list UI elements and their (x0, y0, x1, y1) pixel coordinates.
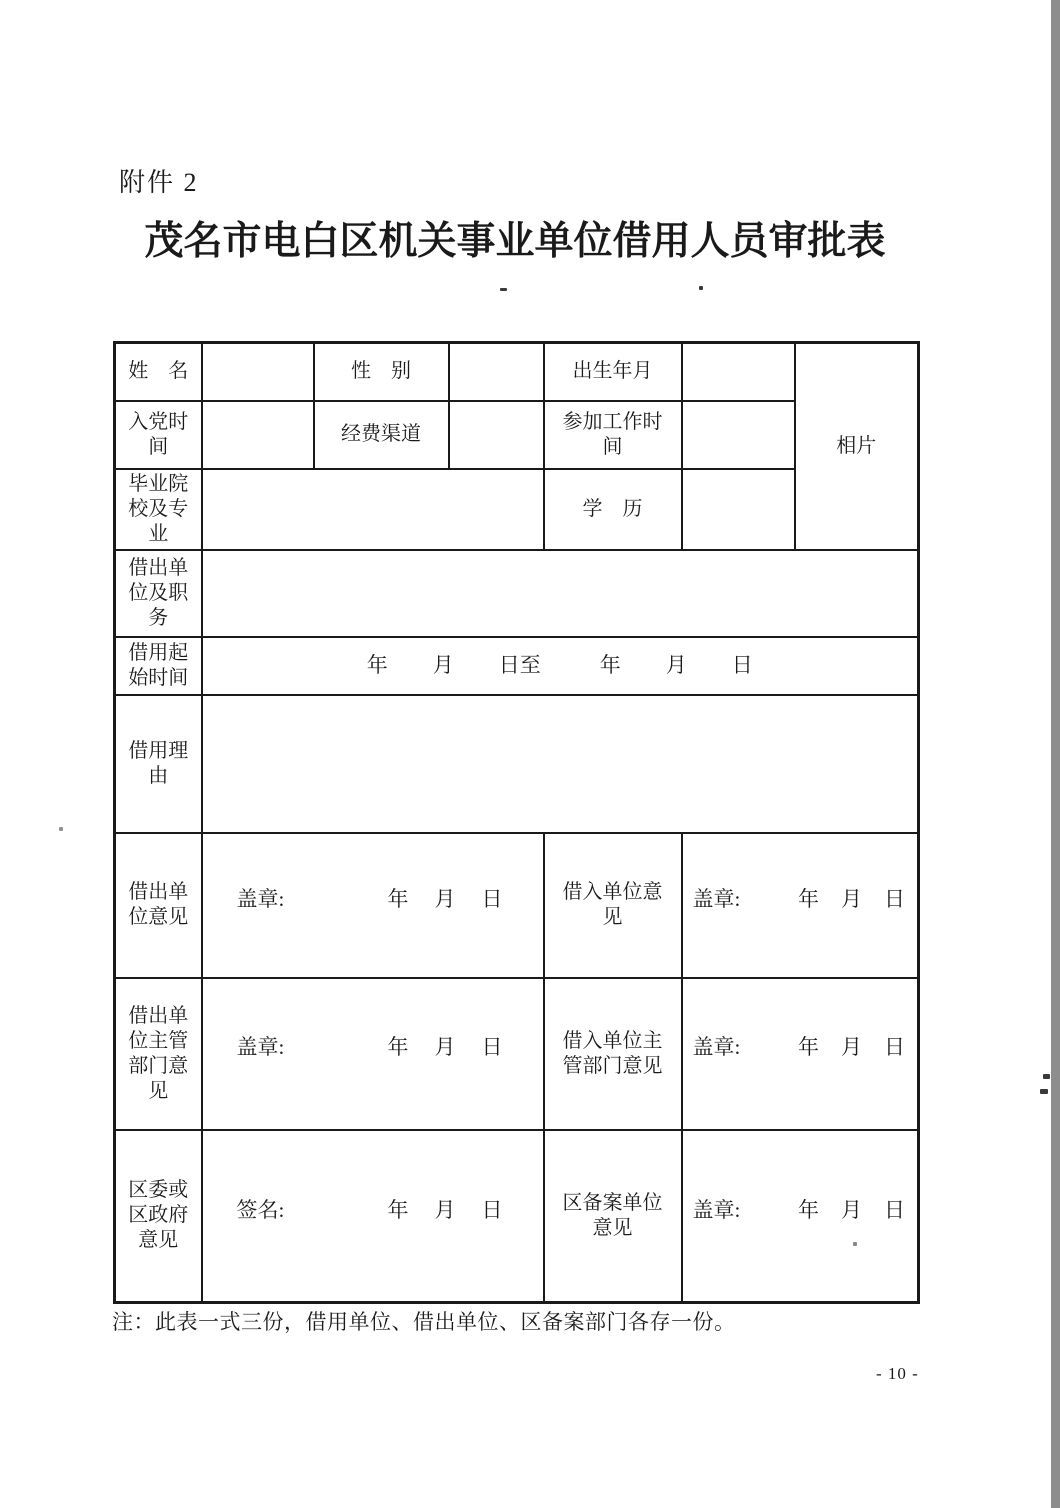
seal-label: 盖章: (236, 1035, 285, 1060)
scan-artifact (1043, 1074, 1050, 1079)
party-join-field-cell (202, 401, 314, 469)
scan-artifact (853, 1242, 857, 1246)
photo-cell: 相片 (795, 343, 919, 550)
date-blank: 年 月 日 (798, 1197, 905, 1222)
borrow-unit-opinion-cell (682, 833, 919, 978)
education-label: 学 历 (544, 469, 682, 550)
school-major-label: 毕业院校及专业 (115, 469, 202, 550)
borrow-reason-field-cell (202, 695, 919, 833)
page-number: - 10 - (876, 1364, 919, 1383)
date-blank: 年 月 日 (387, 1197, 503, 1222)
scan-artifact (699, 286, 703, 290)
date-blank: 年 月 日 (387, 886, 503, 911)
table-row (115, 343, 919, 401)
borrow-unit-opinion-label: 借入单位意见 (544, 833, 682, 978)
borrow-unit-dept-opinion-cell (682, 978, 919, 1130)
borrow-period-text: 年 月 日至 年 月 日 (366, 653, 753, 678)
date-blank: 年 月 日 (798, 1035, 905, 1060)
work-start-field-cell (682, 401, 795, 469)
date-blank: 年 月 日 (798, 886, 905, 911)
date-blank: 年 月 日 (387, 1035, 503, 1060)
scan-artifact (1040, 1089, 1048, 1094)
school-major-field-cell (202, 469, 544, 550)
footnote: 注：此表一式三份，借用单位、借出单位、区备案部门各存一份。 (112, 1310, 736, 1334)
approval-form-table (113, 341, 920, 1304)
seal-label: 盖章: (236, 886, 285, 911)
lend-unit-position-label: 借出单位及职务 (115, 550, 202, 637)
district-gov-opinion-cell (202, 1130, 544, 1303)
funding-channel-label: 经费渠道 (314, 401, 449, 469)
table-row (115, 1130, 919, 1303)
table-row (115, 833, 919, 978)
scan-artifact (500, 288, 507, 291)
birth-date-field-cell (682, 343, 795, 401)
borrow-period-cell (202, 637, 919, 695)
borrow-reason-label: 借用理由 (115, 695, 202, 833)
signature-label: 签名: (236, 1197, 285, 1222)
lend-unit-position-field-cell (202, 550, 919, 637)
district-filing-opinion-label: 区备案单位意见 (544, 1130, 682, 1303)
work-start-label: 参加工作时间 (544, 401, 682, 469)
scanner-edge-shadow (1051, 0, 1060, 1508)
lend-unit-dept-opinion-label: 借出单位主管部门意见 (115, 978, 202, 1130)
gender-label: 性 别 (314, 343, 449, 401)
name-label: 姓 名 (115, 343, 202, 401)
lend-unit-opinion-label: 借出单位意见 (115, 833, 202, 978)
borrow-unit-dept-opinion-label: 借入单位主管部门意见 (544, 978, 682, 1130)
borrow-period-label: 借用起始时间 (115, 637, 202, 695)
education-field-cell (682, 469, 795, 550)
district-gov-opinion-label: 区委或区政府意见 (115, 1130, 202, 1303)
seal-label: 盖章: (692, 886, 741, 911)
scan-artifact (59, 827, 63, 831)
party-join-label: 入党时间 (115, 401, 202, 469)
attachment-label: 附件 2 (119, 168, 199, 197)
page-title: 茂名市电白区机关事业单位借用人员审批表 (144, 220, 886, 263)
lend-unit-dept-opinion-cell (202, 978, 544, 1130)
table-row (115, 978, 919, 1130)
name-field-cell (202, 343, 314, 401)
district-filing-opinion-cell (682, 1130, 919, 1303)
table-row (115, 550, 919, 637)
lend-unit-opinion-cell (202, 833, 544, 978)
seal-label: 盖章: (692, 1197, 741, 1222)
seal-label: 盖章: (692, 1035, 741, 1060)
table-row (115, 637, 919, 695)
table-row (115, 695, 919, 833)
birth-date-label: 出生年月 (544, 343, 682, 401)
funding-channel-field-cell (449, 401, 544, 469)
gender-field-cell (449, 343, 544, 401)
